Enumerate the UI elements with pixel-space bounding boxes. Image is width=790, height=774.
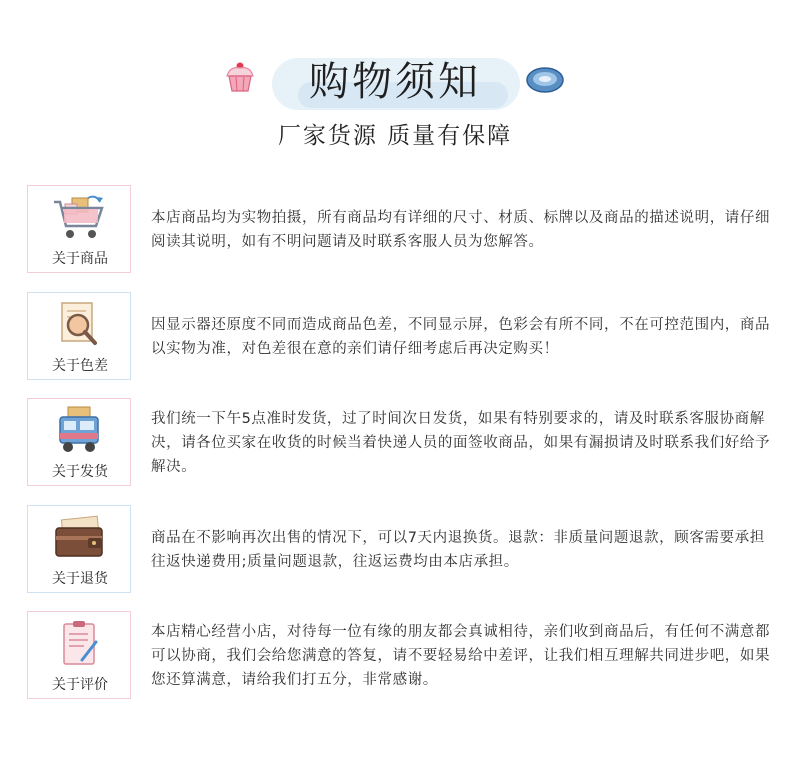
info-card [27,505,131,593]
info-description: 我们统一下午5点准时发货，过了时间次日发货，如果有特别要求的，请及时联系客服协商解决，请各位买家在收货的时候当着快递人员的面签收商品，如果有漏损请及时联系我们好给予解决。 [151,411,771,475]
info-row-color [27,292,771,382]
page-subtitle: 厂家货源 质量有保障 [277,123,513,149]
plate-icon [524,64,566,96]
truck-icon [48,405,110,457]
page-title: 购物须知 [309,59,481,105]
wallet-icon [48,512,110,564]
info-description: 本店商品均为实物拍摄，所有商品均有详细的尺寸、材质、标牌以及商品的描述说明，请仔细阅读其说明，如有不明问题请及时联系客服人员为您解答。 [151,210,771,250]
card-label: 关于评价 [52,677,108,693]
info-description: 本店精心经营小店，对待每一位有缘的朋友都会真诚相待，亲们收到商品后，有任何不满意都可以协商，我们会给您满意的答复，请不要轻易给中差评，让我们相互理解共同进步吧，如果您还算满意，请给我们打五分，非常感谢。 [151,624,771,688]
clipboard-icon [48,618,110,670]
card-label: 关于退货 [52,571,108,587]
info-row-shipping [27,398,771,488]
card-label: 关于商品 [52,251,108,267]
magnifier-icon [48,299,110,351]
info-row-returns [27,505,767,595]
info-card [27,398,131,486]
card-label: 关于发货 [52,464,108,480]
card-label: 关于色差 [52,358,108,374]
info-card [27,611,131,699]
info-row-review [27,611,771,701]
info-row-product [27,185,771,275]
info-description: 因显示器还原度不同而造成商品色差，不同显示屏，色彩会有所不同，不在可控范围内，商品以实物为准，对色差很在意的亲们请仔细考虑后再决定购买！ [151,317,771,357]
info-card [27,292,131,380]
shopping-cart-icon [48,192,110,244]
header [0,0,790,170]
info-description: 商品在不影响再次出售的情况下，可以7天内退换货。退款：非质量问题退款，顾客需要承担往返快递费用;质量问题退款，往返运费均由本店承担。 [151,530,765,570]
info-card [27,185,131,273]
